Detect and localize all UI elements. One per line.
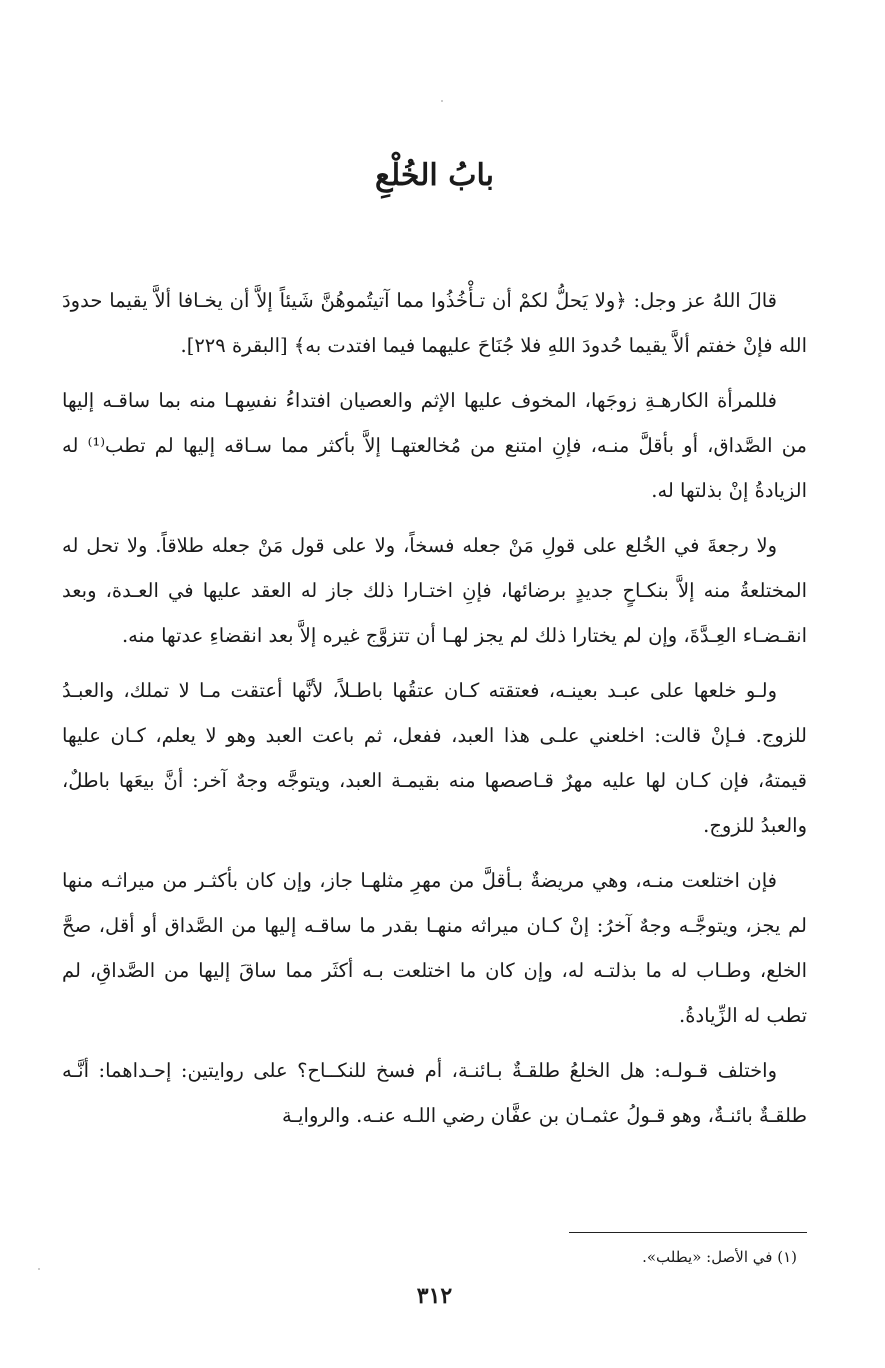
paragraph-slave: ولـو خلعها على عبـد بعينـه، فعتقته كـان عتقُها باطـلاً، لأنَّها أعتقت مـا لا تملك، والعبـدُ للزوج. فـإنْ قالت: اخلعني علـى هذا العبد، ففعل، ثم باعت العبد وهو لا يعلم، كـان عليها قيمتهُ، فإن كـان لها عليه مهرٌ قـاصصها منه بقيمـة العبد، ويتوجَّه وجهٌ آخر: أنَّ بيعَها باطلٌ، والعبدُ للزوج. [62,679,807,837]
paragraph-ransom: فللمرأة الكارهـةِ زوجَها، المخوف عليها الإثم والعصيان افتداءُ نفسِهـا منه بما ساقـه إليها من الصَّداق، أو بأقلَّ منـه، فإنِ امتنع من مُخالعتهـا إلاَّ بأكثر مما سـاقه إليها لم تطب⁽¹⁾ له الزيادةُ إنْ بذلتها له. [62,389,807,502]
page-number: ٣١٢ [416,1283,453,1309]
book-page [62,0,807,1368]
footnote-divider [569,1232,807,1233]
paragraph-quran-verse: قالَ اللهُ عز وجل: ﴿ولا يَحلُّ لكمْ أن تـأْخُذُوا مما آتيتُموهُنَّ شَيئاً إلاَّ أن يخـافا ألاَّ يقيما حدودَ الله فإنْ خفتم ألاَّ يقيما حُدودَ اللهِ فلا جُنَاحَ عليهما فيما افتدت به﴾ [البقرة ٢٢٩]. [62,289,807,357]
paragraph-no-return: ولا رجعةَ في الخُلع على قولِ مَنْ جعله فسخاً، ولا على قول مَنْ جعله طلاقاً. ولا تحل له المختلعةُ منه إلاَّ بنكـاحٍ جديدٍ برضائها، فإنِ اختـارا ذلك جاز له العقد عليها في العـدة، وبعد انقـضـاء العِـدَّةَ، وإن لم يختارا ذلك لم يجز لهـا أن تتزوَّج غيره إلاَّ بعد انقضاءِ عدتها منه. [62,534,807,647]
scan-speck [38,1268,40,1270]
chapter-title: بابُ الخُلْعِ [375,158,494,193]
paragraph-two-narrations: واختلف قـولـه: هل الخلعُ طلقـةٌ بـائنـة، أم فسخ للنكــاح؟ على روايتين: إحـداهما: أنَّـه طلقـةٌ بائنـةٌ، وهو قـولُ عثمـان بن عفَّان رضي اللـه عنـه. والروايـة [62,1059,807,1127]
body-text [62,278,807,1138]
footnote: (١) في الأصل: «يطلب». [642,1248,797,1266]
paragraph-sick-wife: فإن اختلعت منـه، وهي مريضةٌ بـأقلَّ من مهرِ مثلهـا جاز، وإن كان بأكثـر من ميراثـه منها لم يجز، ويتوجَّـه وجهٌ آخرُ: إنْ كـان ميراثه منهـا بقدر ما ساقـه إليها من الصَّداق أو أقل، صحَّ الخلع، وطـاب له ما بذلتـه له، وإن كان ما اختلعت بـه أكثَر مما ساقَ إليها من الصَّداقِ، لم تطب له الزِّيادةُ. [62,869,807,1027]
